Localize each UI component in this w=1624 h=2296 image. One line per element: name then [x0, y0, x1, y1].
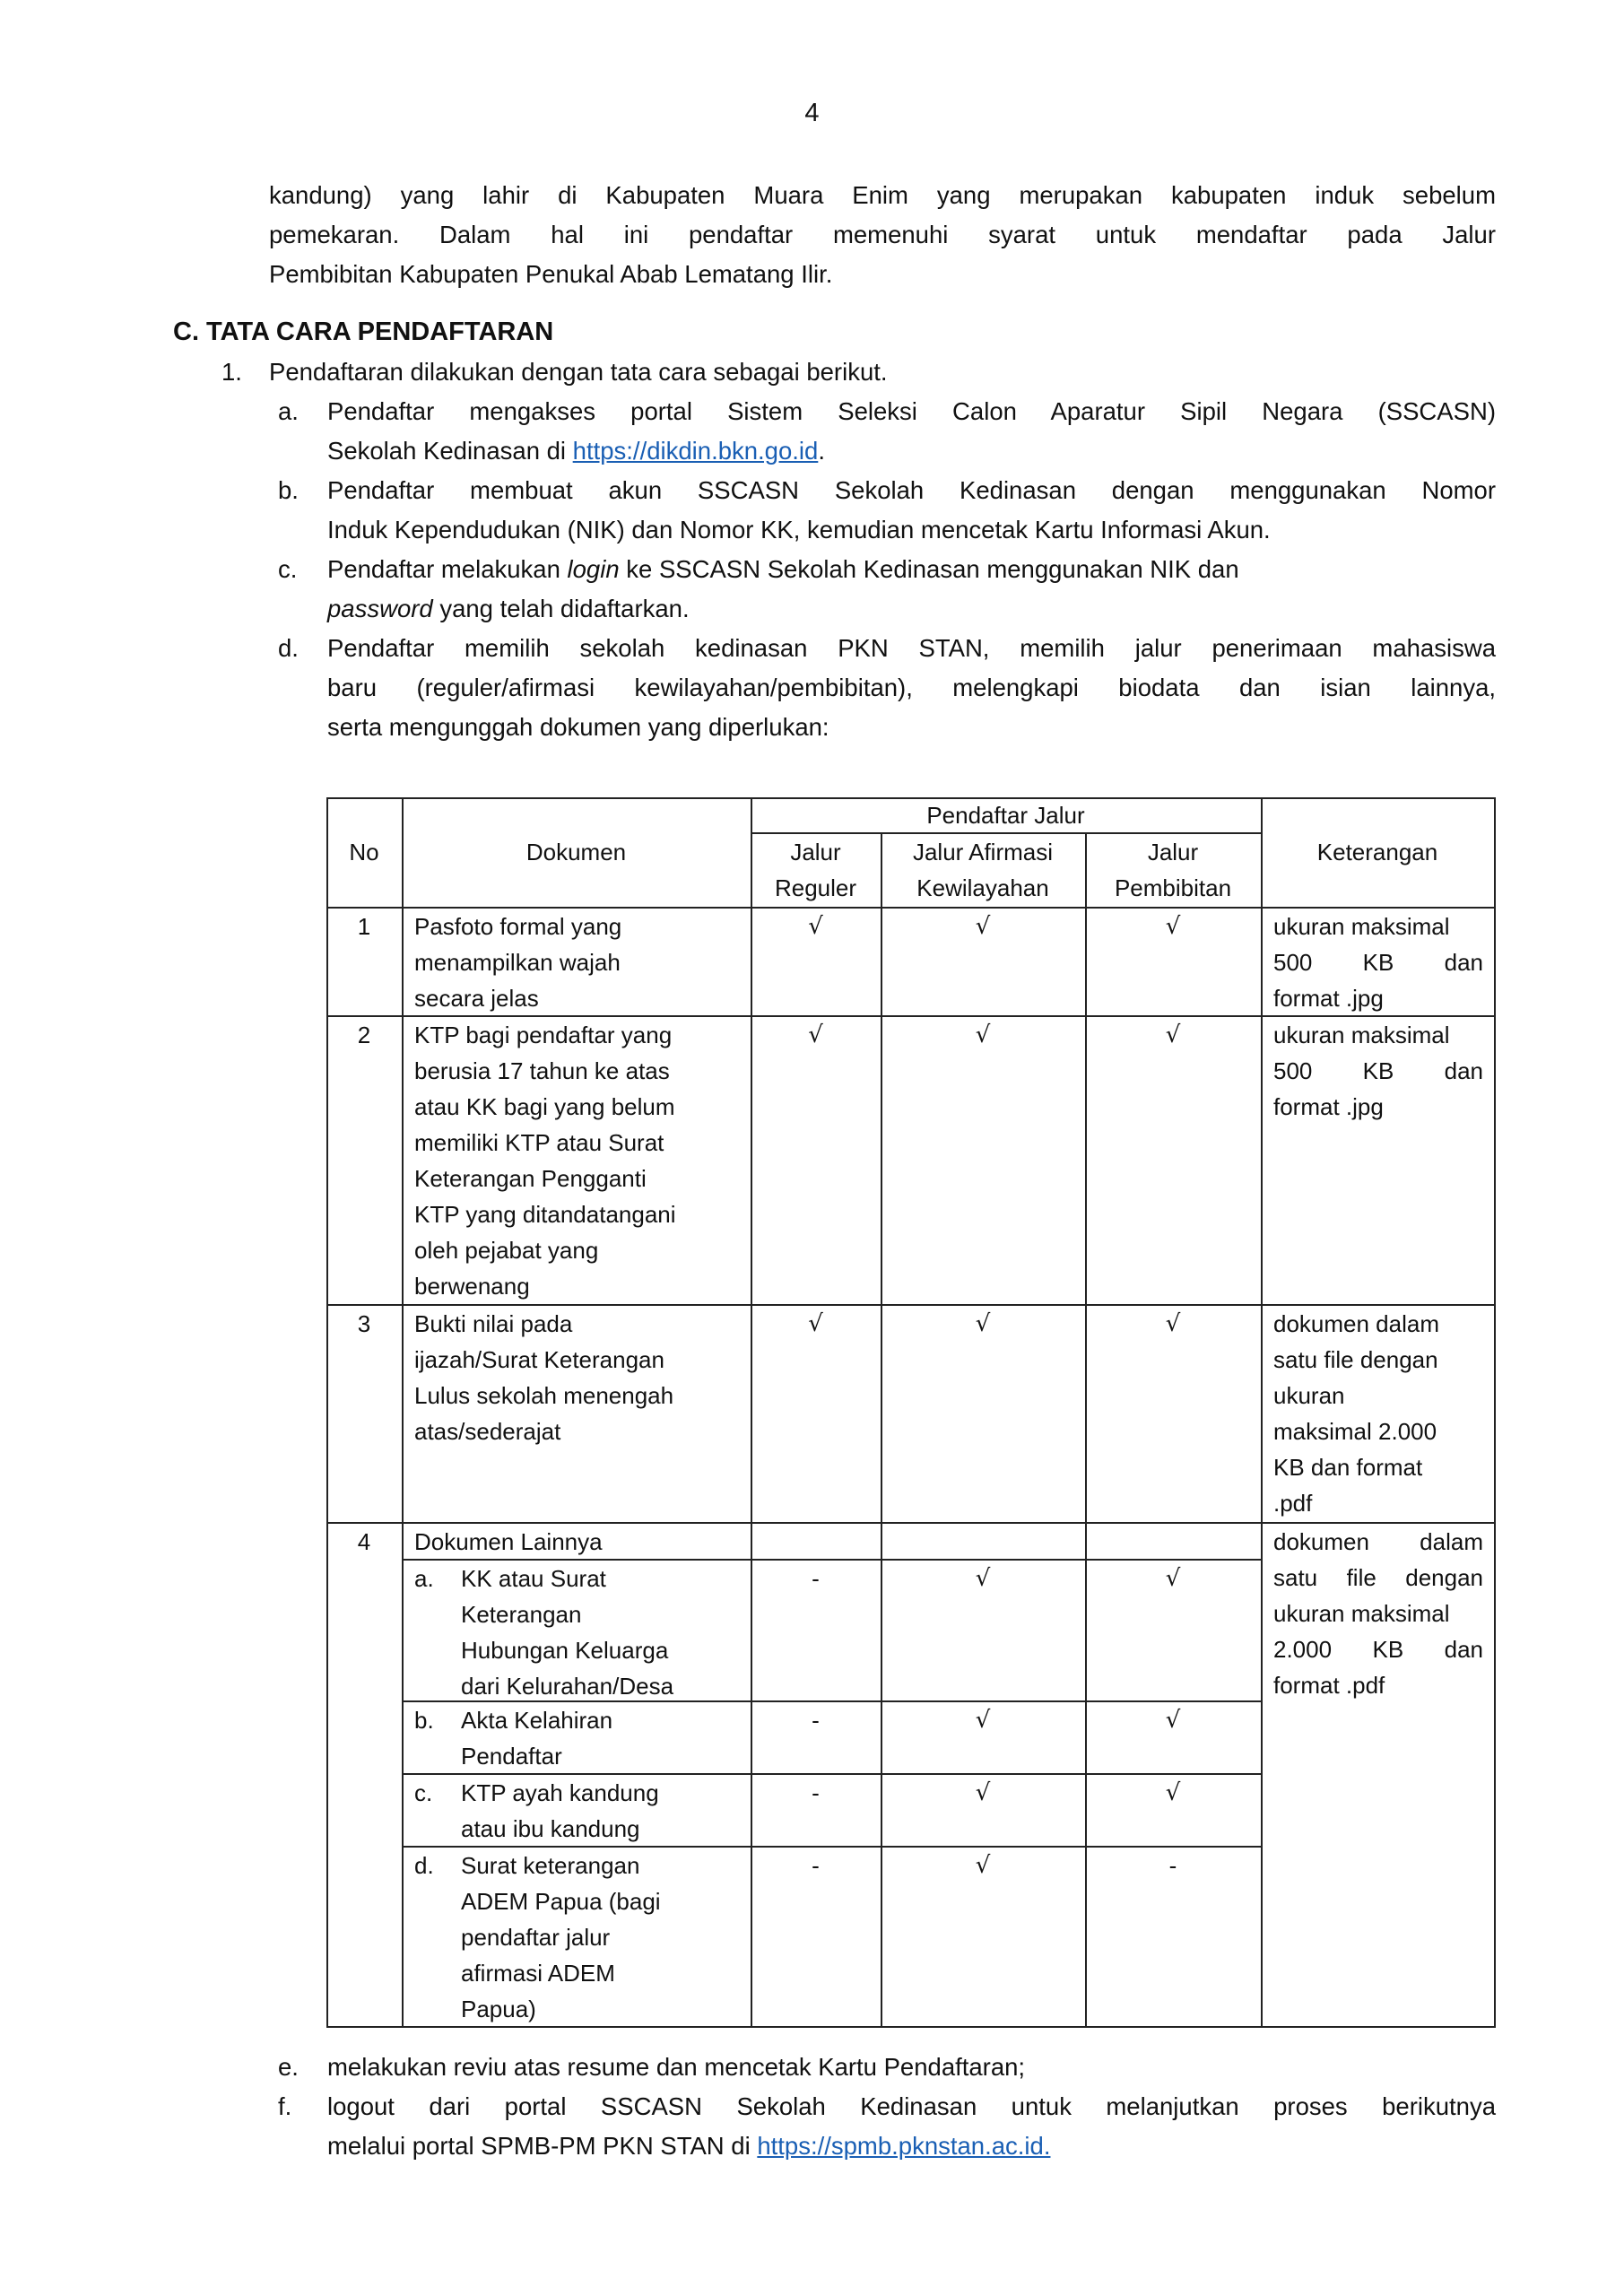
step-d-line-2: baru (reguler/afirmasi kewilayahan/pembibitan), melengkapi biodata dan isian lainnya, — [327, 674, 1496, 701]
step-c-line-1 — [327, 550, 1496, 589]
col-divider-dokumen — [751, 797, 752, 2028]
step-c-marker: c. — [278, 555, 298, 583]
list-item-1-text: Pendaftaran dilakukan dengan tata cara sebagai berikut. — [269, 358, 888, 386]
subrow-dokumen: KK atau Surat Keterangan Hubungan Keluarga dari Kelurahan/Desa — [461, 1565, 674, 1700]
intro-line-3: Pembibitan Kabupaten Penukal Abab Lematang Ilir. — [269, 260, 833, 288]
dash-icon: - — [1168, 1852, 1177, 1879]
check-icon: √ — [1165, 1707, 1181, 1734]
section-heading: C. TATA CARA PENDAFTARAN — [173, 317, 554, 346]
check-icon: √ — [975, 1022, 991, 1048]
table-border-left — [326, 797, 328, 2028]
check-icon: √ — [1165, 913, 1181, 940]
header-jalur-afirmasi: Jalur Afirmasi Kewilayahan — [912, 839, 1054, 901]
intro-line-1: kandung) yang lahir di Kabupaten Muara Enim yang merupakan kabupaten induk sebelum — [269, 181, 1496, 209]
dash-icon: - — [812, 1852, 820, 1879]
check-icon: √ — [808, 913, 823, 940]
step-b-marker: b. — [278, 476, 299, 504]
col-divider-pembibitan — [1261, 797, 1263, 2028]
step-a-line-2 — [327, 431, 825, 471]
step-a-marker: a. — [278, 397, 299, 425]
header-jalur-pembibitan: Jalur Pembibitan — [1114, 839, 1232, 901]
check-icon: √ — [1165, 1022, 1181, 1048]
check-icon: √ — [1165, 1310, 1181, 1337]
row-keterangan: dokumen dalam satu file dengan ukuran maksimal 2.000 KB dan format .pdf — [1273, 1528, 1483, 1699]
subrow-dokumen: KTP ayah kandung atau ibu kandung — [461, 1779, 659, 1842]
dash-icon: - — [812, 1565, 820, 1592]
step-f-line-2-text: melalui portal SPMB-PM PKN STAN di — [327, 2132, 758, 2160]
spmb-link[interactable]: https://spmb.pknstan.ac.id. — [757, 2132, 1051, 2160]
row-keterangan: ukuran maksimal 500 KB dan format .jpg — [1273, 1022, 1483, 1120]
subrow-marker: d. — [414, 1852, 434, 1879]
row-no: 4 — [357, 1528, 371, 1555]
login-term: login — [567, 555, 620, 583]
dash-icon: - — [812, 1707, 820, 1734]
check-icon: √ — [1165, 1779, 1181, 1806]
subrow-dokumen: Surat keterangan ADEM Papua (bagi pendaftar jalur afirmasi ADEM Papua) — [461, 1852, 661, 2022]
check-icon: √ — [975, 1852, 991, 1879]
step-c-line-2: password yang telah didaftarkan. — [327, 595, 690, 622]
header-dokumen: Dokumen — [525, 839, 627, 865]
documents-table — [326, 797, 1496, 2028]
step-f-line-1: logout dari portal SSCASN Sekolah Kedinasan untuk melanjutkan proses berikutnya — [327, 2092, 1496, 2120]
check-icon: √ — [975, 913, 991, 940]
check-icon: √ — [808, 1310, 823, 1337]
step-b-line-2: Induk Kependudukan (NIK) dan Nomor KK, kemudian mencetak Kartu Informasi Akun. — [327, 516, 1271, 544]
subrow-marker: a. — [414, 1565, 434, 1592]
check-icon: √ — [1165, 1565, 1181, 1592]
step-f-line-2 — [327, 2126, 1050, 2166]
step-d-marker: d. — [278, 634, 299, 662]
password-term: password — [327, 595, 433, 622]
check-icon: √ — [975, 1565, 991, 1592]
check-icon: √ — [975, 1707, 991, 1734]
dash-icon: - — [812, 1779, 820, 1806]
step-a-line-2-suffix: . — [818, 437, 825, 465]
header-no: No — [349, 839, 379, 865]
row-dokumen: KTP bagi pendaftar yang berusia 17 tahun ke atas atau KK bagi yang belum memiliki KTP atau Surat Keterangan Pengganti KTP yang ditandatangani oleh pejabat yang berwenang — [414, 1022, 676, 1300]
step-f-marker: f. — [278, 2092, 292, 2120]
step-d-line-1: Pendaftar memilih sekolah kedinasan PKN STAN, memilih jalur penerimaan mahasiswa — [327, 634, 1496, 662]
row-no: 1 — [357, 913, 371, 940]
row-no: 3 — [357, 1310, 371, 1337]
step-a-line-2-text: Sekolah Kedinasan di — [327, 437, 573, 465]
header-jalur-reguler: Jalur Reguler — [774, 839, 857, 901]
step-b-line-1: Pendaftar membuat akun SSCASN Sekolah Kedinasan dengan menggunakan Nomor — [327, 476, 1496, 504]
row-dokumen: Bukti nilai pada ijazah/Surat Keterangan Lulus sekolah menengah atas/sederajat — [414, 1310, 674, 1445]
row-keterangan: dokumen dalam satu file dengan ukuran maksimal 2.000 KB dan format .pdf — [1273, 1310, 1439, 1517]
step-e-marker: e. — [278, 2053, 299, 2081]
step-a-line-1: Pendaftar mengakses portal Sistem Seleksi Calon Aparatur Sipil Negara (SSCASN) — [327, 397, 1496, 425]
subrow-dokumen: Akta Kelahiran Pendaftar — [461, 1707, 613, 1770]
row-no: 2 — [357, 1022, 371, 1048]
check-icon: √ — [975, 1779, 991, 1806]
intro-line-2: pemekaran. Dalam hal ini pendaftar memenuhi syarat untuk mendaftar pada Jalur — [269, 221, 1496, 248]
page-number: 4 — [804, 99, 820, 127]
row-dokumen: Pasfoto formal yang menampilkan wajah secara jelas — [414, 913, 622, 1012]
header-pendaftar-jalur: Pendaftar Jalur — [926, 802, 1085, 829]
row-dokumen: Dokumen Lainnya — [414, 1528, 603, 1555]
step-e-text: melakukan reviu atas resume dan mencetak Kartu Pendaftaran; — [327, 2053, 1026, 2081]
list-marker-1: 1. — [221, 358, 242, 386]
row-keterangan: ukuran maksimal 500 KB dan format .jpg — [1273, 913, 1483, 1012]
check-icon: √ — [975, 1310, 991, 1337]
dikdin-link[interactable]: https://dikdin.bkn.go.id — [572, 437, 819, 465]
subrow-marker: c. — [414, 1779, 433, 1806]
header-keterangan: Keterangan — [1316, 839, 1438, 865]
step-d-line-3: serta mengunggah dokumen yang diperlukan: — [327, 713, 829, 741]
step-c-text: Pendaftar melakukan login ke SSCASN Sekolah Kedinasan menggunakan NIK dan — [327, 555, 1239, 583]
col-divider-no — [402, 797, 404, 2028]
check-icon: √ — [808, 1022, 823, 1048]
table-border-right — [1494, 797, 1496, 2028]
subrow-marker: b. — [414, 1707, 434, 1734]
